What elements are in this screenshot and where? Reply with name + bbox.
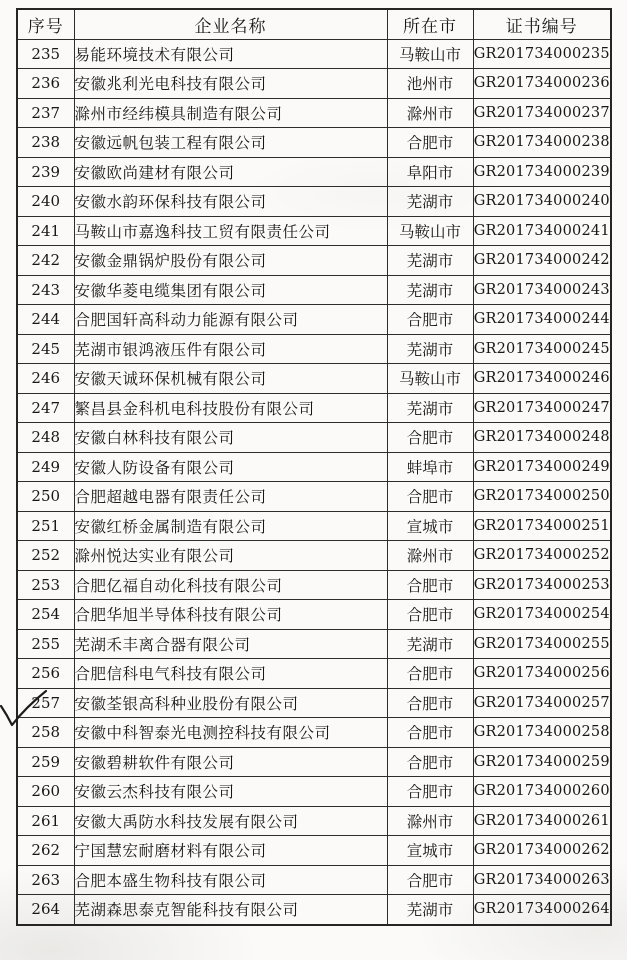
certificate-table bbox=[16, 8, 612, 926]
table-row bbox=[17, 777, 611, 807]
table-row bbox=[17, 69, 611, 99]
city-cell: 滁州市 bbox=[387, 806, 473, 836]
row-number-cell: 263 bbox=[17, 865, 74, 895]
company-name-cell: 宁国慧宏耐磨材料有限公司 bbox=[74, 836, 387, 866]
certificate-number-cell: GR201734000256 bbox=[473, 659, 611, 689]
table-row bbox=[17, 305, 611, 335]
row-number-cell: 252 bbox=[17, 541, 74, 571]
certificate-number-cell: GR201734000251 bbox=[473, 511, 611, 541]
row-number-cell: 258 bbox=[17, 718, 74, 748]
table-row bbox=[17, 895, 611, 925]
city-cell: 合肥市 bbox=[387, 659, 473, 689]
city-cell: 合肥市 bbox=[387, 718, 473, 748]
table-row bbox=[17, 659, 611, 689]
city-cell: 合肥市 bbox=[387, 423, 473, 453]
certificate-number-cell: GR201734000253 bbox=[473, 570, 611, 600]
table-row bbox=[17, 688, 611, 718]
row-number-cell: 247 bbox=[17, 393, 74, 423]
city-cell: 池州市 bbox=[387, 69, 473, 99]
table-row bbox=[17, 334, 611, 364]
certificate-number-cell: GR201734000260 bbox=[473, 777, 611, 807]
table-header-row bbox=[17, 9, 611, 39]
row-number-cell: 250 bbox=[17, 482, 74, 512]
table-row bbox=[17, 482, 611, 512]
company-name-cell: 合肥国轩高科动力能源有限公司 bbox=[74, 305, 387, 335]
company-name-cell: 合肥信科电气科技有限公司 bbox=[74, 659, 387, 689]
table-row bbox=[17, 806, 611, 836]
city-cell: 合肥市 bbox=[387, 305, 473, 335]
row-number-cell: 235 bbox=[17, 39, 74, 69]
city-cell: 合肥市 bbox=[387, 128, 473, 158]
table-row bbox=[17, 246, 611, 276]
header-certificate-number: 证书编号 bbox=[473, 9, 611, 39]
company-name-cell: 芜湖市银鸿液压件有限公司 bbox=[74, 334, 387, 364]
city-cell: 宣城市 bbox=[387, 511, 473, 541]
table-row bbox=[17, 187, 611, 217]
row-number-cell: 246 bbox=[17, 364, 74, 394]
row-number-cell: 239 bbox=[17, 157, 74, 187]
company-name-cell: 合肥亿福自动化科技有限公司 bbox=[74, 570, 387, 600]
company-name-cell: 安徽水韵环保科技有限公司 bbox=[74, 187, 387, 217]
row-number-cell: 240 bbox=[17, 187, 74, 217]
row-number-cell: 253 bbox=[17, 570, 74, 600]
city-cell: 合肥市 bbox=[387, 600, 473, 630]
company-name-cell: 安徽远帆包装工程有限公司 bbox=[74, 128, 387, 158]
certificate-number-cell: GR201734000250 bbox=[473, 482, 611, 512]
city-cell: 合肥市 bbox=[387, 865, 473, 895]
table-row bbox=[17, 157, 611, 187]
certificate-number-cell: GR201734000255 bbox=[473, 629, 611, 659]
table-row bbox=[17, 128, 611, 158]
table-row bbox=[17, 718, 611, 748]
city-cell: 芜湖市 bbox=[387, 629, 473, 659]
certificate-number-cell: GR201734000249 bbox=[473, 452, 611, 482]
row-number-cell: 236 bbox=[17, 69, 74, 99]
table-row bbox=[17, 629, 611, 659]
city-cell: 合肥市 bbox=[387, 570, 473, 600]
header-serial-number: 序号 bbox=[17, 9, 74, 39]
certificate-number-cell: GR201734000241 bbox=[473, 216, 611, 246]
city-cell: 滁州市 bbox=[387, 98, 473, 128]
row-number-cell: 261 bbox=[17, 806, 74, 836]
city-cell: 芜湖市 bbox=[387, 895, 473, 925]
row-number-cell: 255 bbox=[17, 629, 74, 659]
row-number-cell: 238 bbox=[17, 128, 74, 158]
table-row bbox=[17, 393, 611, 423]
city-cell: 马鞍山市 bbox=[387, 364, 473, 394]
city-cell: 芜湖市 bbox=[387, 334, 473, 364]
city-cell: 宣城市 bbox=[387, 836, 473, 866]
certificate-number-cell: GR201734000263 bbox=[473, 865, 611, 895]
row-number-cell: 257 bbox=[17, 688, 74, 718]
company-name-cell: 安徽大禹防水科技发展有限公司 bbox=[74, 806, 387, 836]
company-name-cell: 安徽兆利光电科技有限公司 bbox=[74, 69, 387, 99]
company-name-cell: 马鞍山市嘉逸科技工贸有限责任公司 bbox=[74, 216, 387, 246]
row-number-cell: 242 bbox=[17, 246, 74, 276]
row-number-cell: 262 bbox=[17, 836, 74, 866]
city-cell: 马鞍山市 bbox=[387, 216, 473, 246]
table-row bbox=[17, 865, 611, 895]
certificate-number-cell: GR201734000236 bbox=[473, 69, 611, 99]
table-row bbox=[17, 836, 611, 866]
city-cell: 马鞍山市 bbox=[387, 39, 473, 69]
certificate-number-cell: GR201734000257 bbox=[473, 688, 611, 718]
certificate-number-cell: GR201734000254 bbox=[473, 600, 611, 630]
table-row bbox=[17, 423, 611, 453]
certificate-number-cell: GR201734000246 bbox=[473, 364, 611, 394]
company-name-cell: 安徽云杰科技有限公司 bbox=[74, 777, 387, 807]
city-cell: 芜湖市 bbox=[387, 393, 473, 423]
row-number-cell: 244 bbox=[17, 305, 74, 335]
table-row bbox=[17, 452, 611, 482]
header-city: 所在市 bbox=[387, 9, 473, 39]
company-name-cell: 滁州市经纬模具制造有限公司 bbox=[74, 98, 387, 128]
certificate-number-cell: GR201734000235 bbox=[473, 39, 611, 69]
certificate-number-cell: GR201734000262 bbox=[473, 836, 611, 866]
certificate-number-cell: GR201734000238 bbox=[473, 128, 611, 158]
company-name-cell: 合肥超越电器有限责任公司 bbox=[74, 482, 387, 512]
row-number-cell: 249 bbox=[17, 452, 74, 482]
city-cell: 滁州市 bbox=[387, 541, 473, 571]
table-row bbox=[17, 541, 611, 571]
table-row bbox=[17, 511, 611, 541]
certificate-number-cell: GR201734000247 bbox=[473, 393, 611, 423]
certificate-number-cell: GR201734000264 bbox=[473, 895, 611, 925]
company-name-cell: 繁昌县金科机电科技股份有限公司 bbox=[74, 393, 387, 423]
city-cell: 芜湖市 bbox=[387, 246, 473, 276]
company-name-cell: 易能环境技术有限公司 bbox=[74, 39, 387, 69]
table-row bbox=[17, 39, 611, 69]
company-name-cell: 安徽中科智泰光电测控科技有限公司 bbox=[74, 718, 387, 748]
row-number-cell: 251 bbox=[17, 511, 74, 541]
table-row bbox=[17, 364, 611, 394]
company-name-cell: 安徽红桥金属制造有限公司 bbox=[74, 511, 387, 541]
table-row bbox=[17, 747, 611, 777]
row-number-cell: 254 bbox=[17, 600, 74, 630]
row-number-cell: 248 bbox=[17, 423, 74, 453]
certificate-number-cell: GR201734000248 bbox=[473, 423, 611, 453]
certificate-number-cell: GR201734000258 bbox=[473, 718, 611, 748]
row-number-cell: 264 bbox=[17, 895, 74, 925]
company-name-cell: 安徽华菱电缆集团有限公司 bbox=[74, 275, 387, 305]
table-row bbox=[17, 98, 611, 128]
company-name-cell: 安徽金鼎锅炉股份有限公司 bbox=[74, 246, 387, 276]
city-cell: 芜湖市 bbox=[387, 275, 473, 305]
row-number-cell: 259 bbox=[17, 747, 74, 777]
row-number-cell: 241 bbox=[17, 216, 74, 246]
certificate-number-cell: GR201734000261 bbox=[473, 806, 611, 836]
table-row bbox=[17, 600, 611, 630]
company-name-cell: 滁州悦达实业有限公司 bbox=[74, 541, 387, 571]
certificate-number-cell: GR201734000243 bbox=[473, 275, 611, 305]
row-number-cell: 243 bbox=[17, 275, 74, 305]
company-name-cell: 安徽白林科技有限公司 bbox=[74, 423, 387, 453]
city-cell: 合肥市 bbox=[387, 747, 473, 777]
city-cell: 芜湖市 bbox=[387, 187, 473, 217]
company-name-cell: 安徽天诚环保机械有限公司 bbox=[74, 364, 387, 394]
certificate-number-cell: GR201734000259 bbox=[473, 747, 611, 777]
company-name-cell: 芜湖森思泰克智能科技有限公司 bbox=[74, 895, 387, 925]
company-name-cell: 安徽欧尚建材有限公司 bbox=[74, 157, 387, 187]
company-name-cell: 安徽碧耕软件有限公司 bbox=[74, 747, 387, 777]
table-row bbox=[17, 275, 611, 305]
table-row bbox=[17, 570, 611, 600]
company-name-cell: 芜湖禾丰离合器有限公司 bbox=[74, 629, 387, 659]
city-cell: 蚌埠市 bbox=[387, 452, 473, 482]
certificate-number-cell: GR201734000245 bbox=[473, 334, 611, 364]
header-company-name: 企业名称 bbox=[74, 9, 387, 39]
row-number-cell: 237 bbox=[17, 98, 74, 128]
row-number-cell: 245 bbox=[17, 334, 74, 364]
table-row bbox=[17, 216, 611, 246]
company-name-cell: 合肥本盛生物科技有限公司 bbox=[74, 865, 387, 895]
city-cell: 阜阳市 bbox=[387, 157, 473, 187]
certificate-number-cell: GR201734000242 bbox=[473, 246, 611, 276]
city-cell: 合肥市 bbox=[387, 688, 473, 718]
row-number-cell: 256 bbox=[17, 659, 74, 689]
company-name-cell: 合肥华旭半导体科技有限公司 bbox=[74, 600, 387, 630]
certificate-number-cell: GR201734000237 bbox=[473, 98, 611, 128]
city-cell: 合肥市 bbox=[387, 482, 473, 512]
company-name-cell: 安徽人防设备有限公司 bbox=[74, 452, 387, 482]
company-name-cell: 安徽荃银高科种业股份有限公司 bbox=[74, 688, 387, 718]
row-number-cell: 260 bbox=[17, 777, 74, 807]
certificate-number-cell: GR201734000252 bbox=[473, 541, 611, 571]
certificate-number-cell: GR201734000240 bbox=[473, 187, 611, 217]
certificate-number-cell: GR201734000239 bbox=[473, 157, 611, 187]
city-cell: 合肥市 bbox=[387, 777, 473, 807]
certificate-number-cell: GR201734000244 bbox=[473, 305, 611, 335]
